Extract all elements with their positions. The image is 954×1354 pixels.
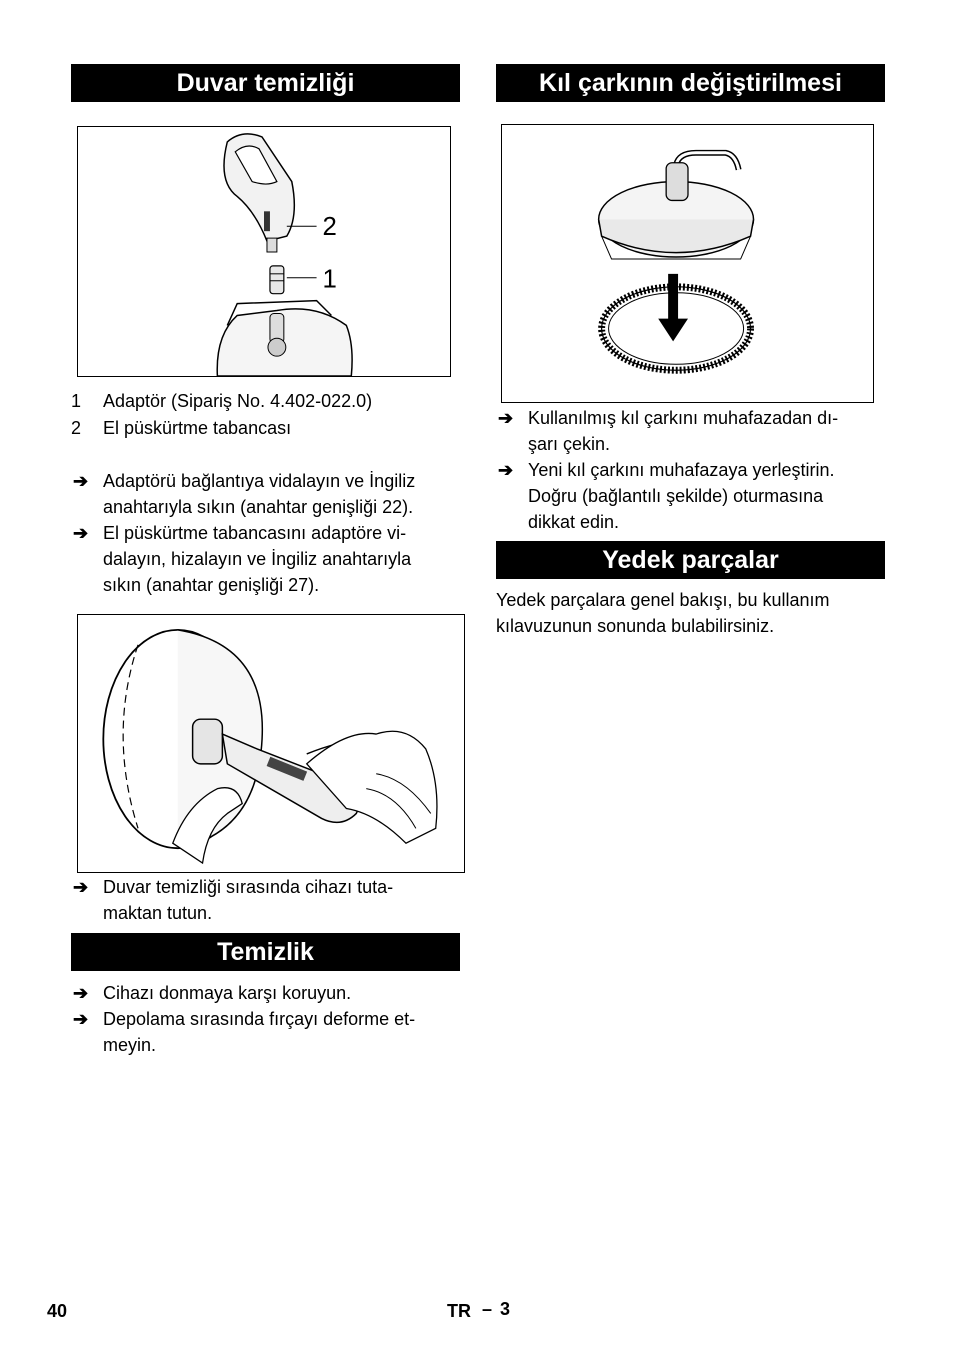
legend-text-1: Adaptör (Sipariş No. 4.402-022.0) xyxy=(103,391,373,411)
step-text: sıkın (anahtar genişliği 27). xyxy=(103,575,320,595)
step-text: Kullanılmış kıl çarkını muhafazadan dı- xyxy=(528,408,839,428)
section-heading-cleaning: Temizlik xyxy=(71,933,460,971)
page-number: 40 xyxy=(47,1301,68,1321)
legend-number-1: 1 xyxy=(71,391,82,411)
step-text: anahtarıyla sıkın (anahtar genişliği 22). xyxy=(103,497,414,517)
step-text: şarı çekin. xyxy=(528,434,611,454)
figure-wall-cleaning-grip xyxy=(77,614,465,873)
arrow-icon: ➔ xyxy=(73,983,89,1003)
grip-illustration xyxy=(78,615,464,872)
language-page-number: 3 xyxy=(500,1299,511,1319)
step-text: dalayın, hizalayın ve İngiliz anahtarıyla xyxy=(103,549,412,569)
figure-adapter-assembly xyxy=(77,126,451,377)
arrow-icon: ➔ xyxy=(73,877,89,897)
legend-text-2: El püskürtme tabancası xyxy=(103,418,292,438)
paragraph-text: Yedek parçalara genel bakışı, bu kullanım xyxy=(496,590,830,610)
legend-number-2: 2 xyxy=(71,418,82,438)
step-text: maktan tutun. xyxy=(103,903,213,923)
callout-2: 2 xyxy=(322,213,337,242)
step-text: Yeni kıl çarkını muhafazaya yerleştirin. xyxy=(528,460,835,480)
arrow-icon: ➔ xyxy=(73,471,89,491)
language-code: TR xyxy=(447,1301,471,1321)
step-text: Cihazı donmaya karşı koruyun. xyxy=(103,983,352,1003)
step-text: Adaptörü bağlantıya vidalayın ve İngiliz xyxy=(103,471,416,491)
step-text: meyin. xyxy=(103,1035,157,1055)
paragraph-text: kılavuzunun sonunda bulabilirsiniz. xyxy=(496,616,775,636)
step-text: Depolama sırasında fırçayı deforme et- xyxy=(103,1009,416,1029)
callout-1: 1 xyxy=(322,265,337,294)
arrow-icon: ➔ xyxy=(498,460,514,480)
arrow-icon: ➔ xyxy=(73,1009,89,1029)
step-text: dikkat edin. xyxy=(528,512,620,532)
section-heading-wall-cleaning: Duvar temizliği xyxy=(71,64,460,102)
arrow-icon: ➔ xyxy=(73,523,89,543)
adapter-illustration xyxy=(78,127,450,376)
step-text: Doğru (bağlantılı şekilde) oturmasına xyxy=(528,486,824,506)
section-heading-spare-parts: Yedek parçalar xyxy=(496,541,885,579)
footer-dash: – xyxy=(482,1299,493,1319)
step-text: El püskürtme tabancasını adaptöre vi- xyxy=(103,523,407,543)
figure-brush-ring xyxy=(501,124,874,403)
brush-ring-illustration xyxy=(502,125,873,402)
section-heading-brush-ring-replacement: Kıl çarkının değiştirilmesi xyxy=(496,64,885,102)
step-text: Duvar temizliği sırasında cihazı tuta- xyxy=(103,877,394,897)
arrow-icon: ➔ xyxy=(498,408,514,428)
